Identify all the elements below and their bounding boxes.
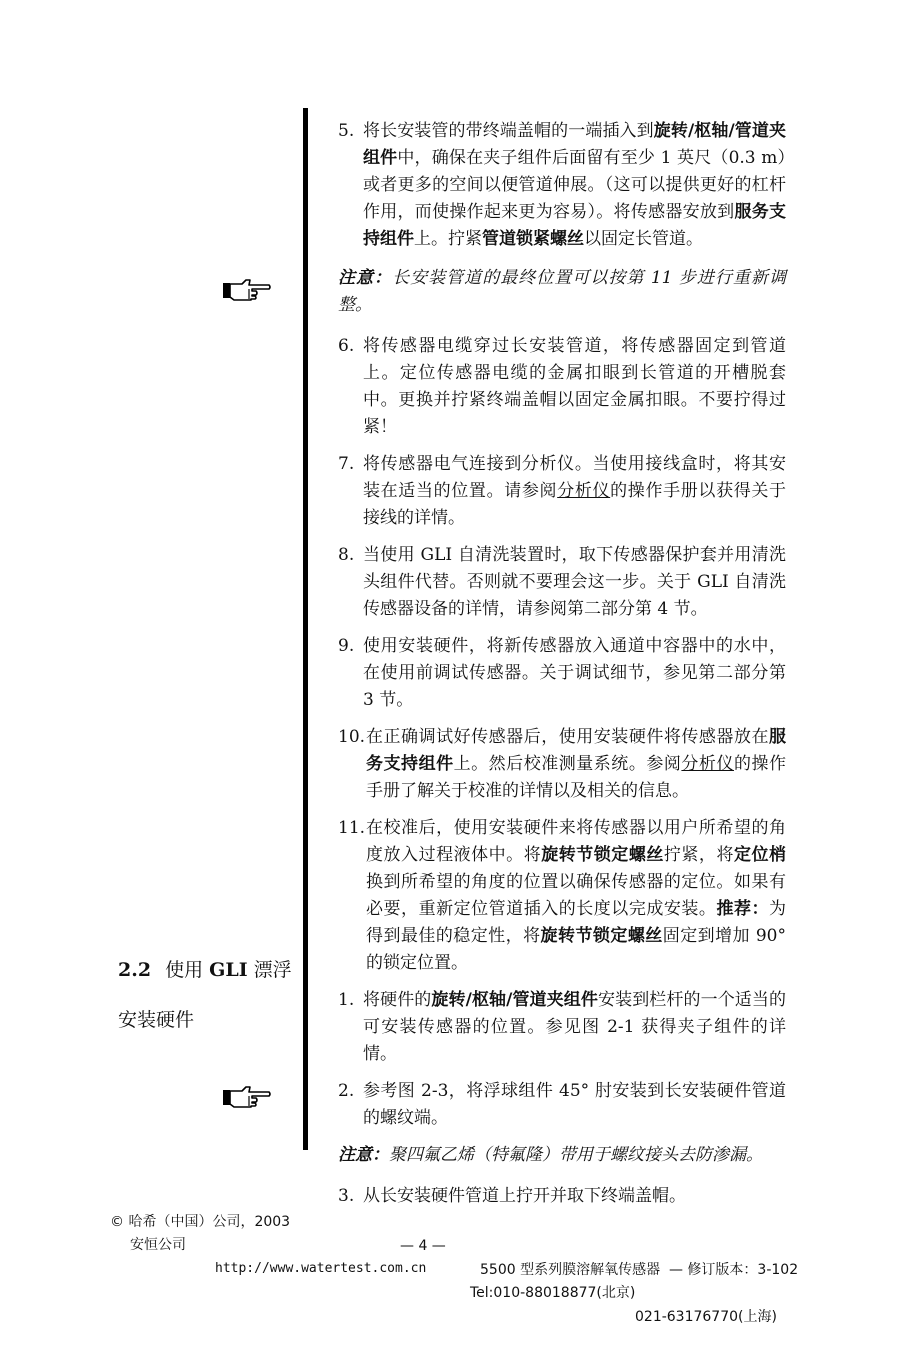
- list-item: [338, 987, 786, 1068]
- section-title-gli: GLI: [209, 959, 248, 981]
- list-item: [338, 724, 786, 805]
- list-item: [338, 1078, 786, 1132]
- step-text-run: 将传感器电气连接到分析仪。当使用接线盒时，将其安装在适当的位置。请参阅: [363, 454, 786, 501]
- step-text-run: 拧紧，将: [663, 845, 734, 865]
- bold-term: 管道锁紧螺丝: [482, 229, 584, 249]
- step-text-run: 为得到最佳的稳定性，将: [366, 899, 787, 946]
- note-label: 注意：: [338, 268, 393, 288]
- step-text-run: 当使用 GLI 自清洗装置时，取下传感器保护套并用清洗头组件代替。否则就不要理会这一步。关于 GLI 自清洗传感器设备的详情，请参阅第二部分第 4 节。: [363, 545, 786, 619]
- step-number: 10.: [338, 727, 376, 747]
- step-number: 2.: [338, 1081, 366, 1101]
- step-number: 9.: [338, 636, 366, 656]
- step-text-run: 的操作手册了解关于校准的详情以及相关的信息。: [366, 754, 787, 801]
- list-item: [338, 451, 786, 532]
- step-text-run: 固定到增加 90° 的锁定位置。: [366, 926, 786, 973]
- bold-term: 服务支持组件: [366, 727, 786, 774]
- underlined-term: 分析仪: [681, 754, 734, 774]
- footer-tel-shanghai: 021-63176770(上海): [635, 1309, 777, 1325]
- step-text-run: 安装到栏杆的一个适当的可安装传感器的位置。参见图 2-1 获得夹子组件的详情。: [363, 990, 787, 1064]
- step-text: [366, 815, 786, 977]
- step-text: [363, 987, 786, 1068]
- step-text: [363, 542, 786, 623]
- footer-company: 安恒公司: [130, 1237, 186, 1253]
- footer-url[interactable]: http://www.watertest.com.cn: [215, 1261, 427, 1276]
- step-text-run: 在校准后，使用安装硬件来将传感器以用户所希望的角度放入过程液体中。将: [366, 818, 786, 865]
- bold-term: 定位梢: [733, 845, 787, 865]
- step-number: 8.: [338, 545, 366, 565]
- footer-doc-title: 5500 型系列膜溶解氧传感器 — 修订版本：3-102: [480, 1262, 799, 1278]
- step-text: [363, 633, 786, 714]
- list-item: [338, 118, 786, 253]
- list-item: [338, 542, 786, 623]
- section-heading: [118, 955, 308, 1035]
- note-text: 聚四氟乙烯（特氟隆）带用于螺纹接头去防渗漏。: [389, 1145, 763, 1165]
- section-title-pre: 使用: [165, 959, 210, 981]
- bold-term: 旋转节锁定螺丝: [540, 926, 663, 946]
- step-text-run: 以固定长管道。: [584, 229, 703, 249]
- step-text-run: 在正确调试好传感器后，使用安装硬件将传感器放在: [366, 727, 769, 747]
- section-title-post: 漂浮: [247, 959, 292, 981]
- bold-term: 服务支持组件: [363, 202, 787, 249]
- step-text-run: 将长安装管的带终端盖帽的一端插入到: [363, 121, 654, 141]
- step-text-run: 使用安装硬件，将新传感器放入通道中容器中的水中，在使用前调试传感器。关于调试细节，参见第二部分第 3 节。: [363, 636, 786, 710]
- note-text: 长安装管道的最终位置可以按第 11 步进行重新调整。: [338, 268, 786, 315]
- step-text: [363, 1078, 786, 1132]
- step-text-run: 参考图 2-3，将浮球组件 45° 肘安装到长安装硬件管道的螺纹端。: [363, 1081, 786, 1128]
- underlined-term: 分析仪: [557, 481, 611, 501]
- bold-term: 旋转节锁定螺丝: [541, 845, 664, 865]
- step-text-run: 上。拧紧: [414, 229, 482, 249]
- note-2: [338, 1142, 786, 1169]
- pointing-hand-icon: [222, 277, 272, 303]
- step-number: 11.: [338, 818, 376, 838]
- main-content: [338, 118, 786, 1220]
- list-item: [338, 815, 786, 977]
- footer-page-number: — 4 —: [400, 1238, 446, 1254]
- list-item: [338, 333, 786, 441]
- footer-tel-beijing: Tel:010-88018877(北京): [470, 1285, 636, 1301]
- section-title-line2: 安装硬件: [118, 1009, 195, 1031]
- note-label: 注意：: [338, 1145, 389, 1165]
- pointing-hand-icon: [222, 1084, 272, 1110]
- step-text: [363, 451, 786, 532]
- step-text-run: 将硬件的: [363, 990, 432, 1010]
- step-number: 5.: [338, 121, 366, 141]
- bold-term: 推荐：: [716, 899, 770, 919]
- bold-term: 旋转/枢轴/管道夹组件: [431, 990, 598, 1010]
- footer-copyright: © 哈希（中国）公司，2003: [110, 1214, 291, 1230]
- steps-section: [338, 987, 786, 1132]
- note-1: [338, 265, 786, 319]
- bold-term: 旋转/枢轴/管道夹组件: [363, 121, 787, 168]
- step-number: 6.: [338, 336, 366, 356]
- steps-mid: [338, 333, 786, 977]
- step-text: [363, 118, 786, 253]
- step-text-run: 上。然后校准测量系统。参阅: [453, 754, 682, 774]
- list-item: [338, 633, 786, 714]
- step-number: 7.: [338, 454, 366, 474]
- section-number: 2.2: [118, 959, 152, 981]
- step-text-run: 换到所希望的角度的位置以确保传感器的定位。如果有必要，重新定位管道插入的长度以完成安装。: [366, 872, 786, 919]
- steps-top: [338, 118, 786, 253]
- step-number: 3.: [338, 1186, 366, 1206]
- step-number: 1.: [338, 990, 366, 1010]
- step-text-run: 的操作手册以获得关于接线的详情。: [363, 481, 787, 528]
- step-text-run: 从长安装硬件管道上拧开并取下终端盖帽。: [363, 1186, 686, 1206]
- step-text-run: 将传感器电缆穿过长安装管道，将传感器固定到管道上。定位传感器电缆的金属扣眼到长管道的开槽脱套中。更换并拧紧终端盖帽以固定金属扣眼。不要拧得过紧！: [363, 336, 786, 437]
- step-text-run: 中，确保在夹子组件后面留有至少 1 英尺（0.3 m）或者更多的空间以便管道伸展。（这可以提供更好的杠杆作用，而使操作起来更为容易）。将传感器安放到: [363, 148, 786, 222]
- step-text: [363, 333, 786, 441]
- step-text: [366, 724, 786, 805]
